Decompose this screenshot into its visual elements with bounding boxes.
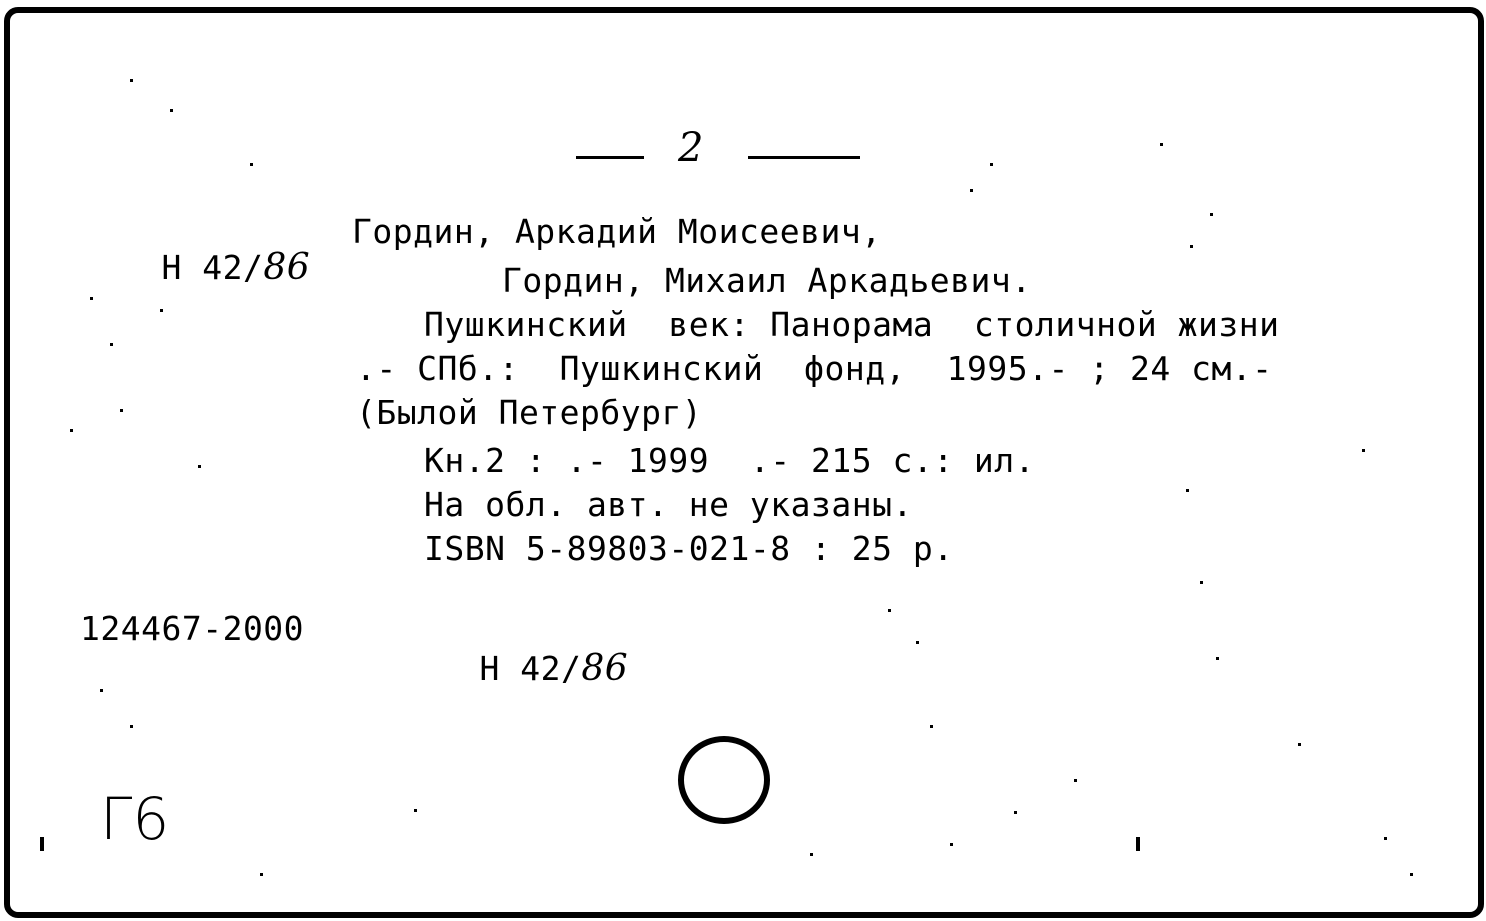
speck [1216,657,1219,660]
speck [970,189,973,192]
speck [1186,489,1189,492]
author-line-2: Гордин, Михаил Аркадьевич. [502,261,1032,300]
inventory-shelfmark-handwritten: 86 [581,648,629,689]
header-dash-right [748,156,860,159]
speck [810,853,813,856]
speck [930,725,933,728]
sheet-number: 2 [678,125,704,171]
shelfmark-handwritten: 86 [263,247,311,288]
speck [130,725,133,728]
speck [120,409,123,412]
inventory-number: 124467-2000 [80,609,305,648]
speck [1410,873,1413,876]
speck [1298,743,1301,746]
speck [1074,779,1077,782]
speck [990,163,993,166]
speck [170,109,173,112]
shelfmark-printed: Н 42/ [161,248,264,287]
note-line: На обл. авт. не указаны. [424,485,913,524]
speck [888,609,891,612]
title-line-1: Пушкинский век: Панорама столичной жизни [424,305,1280,344]
scan-mark [1136,837,1140,851]
scan-mark [40,837,44,851]
speck [414,809,417,812]
speck [70,429,73,432]
speck [916,641,919,644]
inventory-shelfmark [398,609,628,729]
speck [130,79,133,82]
header-dash-left [576,156,644,159]
inventory-shelfmark-printed: Н 42/ [479,649,582,688]
speck [1014,811,1017,814]
speck [110,343,113,346]
volume-line: Кн.2 : .- 1999 .- 215 с.: ил. [424,441,1036,480]
speck [1190,245,1193,248]
speck [160,309,163,312]
speck [1384,837,1387,840]
speck [1160,143,1163,146]
speck [1200,581,1203,584]
speck [1362,449,1365,452]
punch-hole [678,736,770,824]
shelfmark [80,208,310,328]
author-line-1: Гордин, Аркадий Моисеевич, [352,212,882,251]
isbn-line: ISBN 5-89803-021-8 : 25 р. [424,529,954,568]
title-line-2: .- СПб.: Пушкинский фонд, 1995.- ; 24 см.- [356,349,1273,388]
speck [100,689,103,692]
speck [1210,213,1213,216]
speck [90,297,93,300]
speck [950,843,953,846]
series-line: (Былой Петербург) [356,393,703,432]
handwritten-code: Г6 [100,785,170,853]
catalog-card [4,7,1484,918]
speck [260,873,263,876]
speck [198,465,201,468]
speck [250,163,253,166]
